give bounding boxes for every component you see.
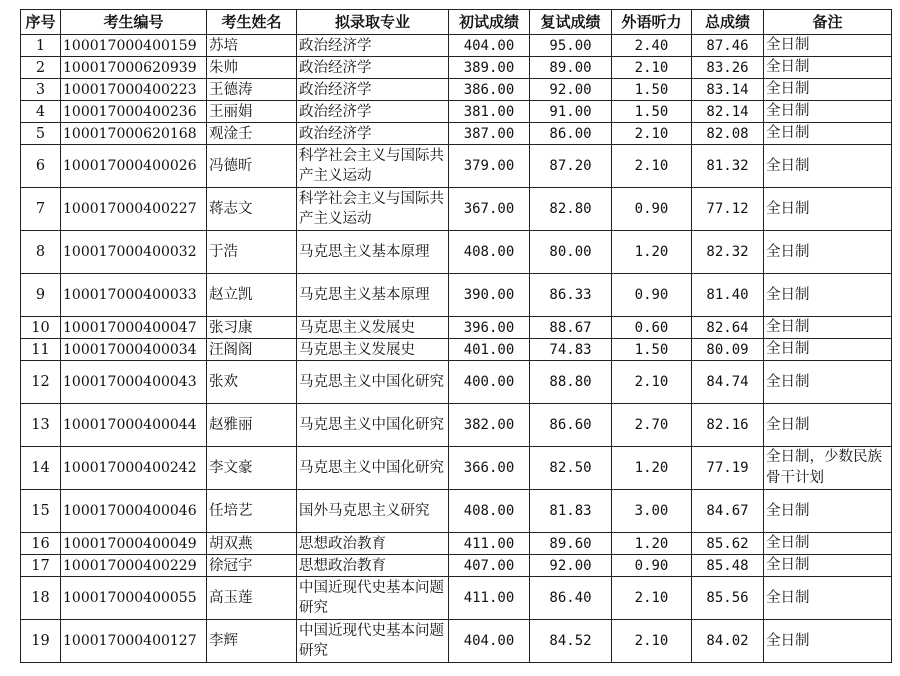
row-retest-score-cell: 82.50 bbox=[530, 447, 612, 490]
row-note-cell: 全日制 bbox=[764, 361, 892, 404]
row-listening-score-cell: 2.10 bbox=[612, 145, 692, 188]
row-total-score-cell: 83.26 bbox=[692, 57, 764, 79]
row-listening-score-cell: 1.50 bbox=[612, 339, 692, 361]
row-candidate-id-cell: 100017000400223 bbox=[61, 79, 207, 101]
row-candidate-id-cell: 100017000400032 bbox=[61, 231, 207, 274]
row-retest-score-cell: 86.40 bbox=[530, 577, 612, 620]
row-seq-cell: 9 bbox=[21, 274, 61, 317]
row-major-cell: 马克思主义中国化研究 bbox=[297, 404, 449, 447]
row-candidate-id-cell: 100017000400227 bbox=[61, 188, 207, 231]
row-major-cell: 国外马克思主义研究 bbox=[297, 490, 449, 533]
admission-list-sheet bbox=[20, 9, 891, 663]
table-row bbox=[21, 35, 892, 57]
row-prelim-score-cell: 382.00 bbox=[449, 404, 530, 447]
row-candidate-name-cell: 蒋志文 bbox=[207, 188, 297, 231]
row-candidate-id-cell: 100017000400229 bbox=[61, 555, 207, 577]
row-candidate-id-cell: 100017000400127 bbox=[61, 620, 207, 663]
row-note-cell: 全日制 bbox=[764, 57, 892, 79]
row-candidate-name-cell: 冯德昕 bbox=[207, 145, 297, 188]
header-candidate-name: 考生姓名 bbox=[207, 10, 297, 35]
row-total-score-cell: 82.14 bbox=[692, 101, 764, 123]
row-candidate-id-cell: 100017000400236 bbox=[61, 101, 207, 123]
header-listening-score: 外语听力 bbox=[612, 10, 692, 35]
row-prelim-score-cell: 387.00 bbox=[449, 123, 530, 145]
row-prelim-score-cell: 404.00 bbox=[449, 35, 530, 57]
row-listening-score-cell: 2.40 bbox=[612, 35, 692, 57]
row-note-cell: 全日制 bbox=[764, 555, 892, 577]
row-prelim-score-cell: 386.00 bbox=[449, 79, 530, 101]
table-row bbox=[21, 79, 892, 101]
row-candidate-id-cell: 100017000400049 bbox=[61, 533, 207, 555]
row-total-score-cell: 84.74 bbox=[692, 361, 764, 404]
row-listening-score-cell: 1.50 bbox=[612, 101, 692, 123]
header-candidate-id: 考生编号 bbox=[61, 10, 207, 35]
row-retest-score-cell: 86.00 bbox=[530, 123, 612, 145]
row-note-cell: 全日制 bbox=[764, 79, 892, 101]
row-prelim-score-cell: 401.00 bbox=[449, 339, 530, 361]
row-candidate-id-cell: 100017000400026 bbox=[61, 145, 207, 188]
table-row bbox=[21, 123, 892, 145]
row-retest-score-cell: 92.00 bbox=[530, 79, 612, 101]
row-total-score-cell: 80.09 bbox=[692, 339, 764, 361]
row-candidate-name-cell: 王丽娟 bbox=[207, 101, 297, 123]
row-major-cell: 马克思主义基本原理 bbox=[297, 231, 449, 274]
row-candidate-name-cell: 赵雅丽 bbox=[207, 404, 297, 447]
row-note-cell: 全日制 bbox=[764, 577, 892, 620]
row-candidate-name-cell: 李文豪 bbox=[207, 447, 297, 490]
row-listening-score-cell: 2.10 bbox=[612, 123, 692, 145]
row-major-cell: 马克思主义发展史 bbox=[297, 339, 449, 361]
row-seq-cell: 4 bbox=[21, 101, 61, 123]
row-note-cell: 全日制 bbox=[764, 145, 892, 188]
row-prelim-score-cell: 407.00 bbox=[449, 555, 530, 577]
row-seq-cell: 7 bbox=[21, 188, 61, 231]
row-prelim-score-cell: 396.00 bbox=[449, 317, 530, 339]
table-row bbox=[21, 339, 892, 361]
row-note-cell: 全日制 bbox=[764, 317, 892, 339]
table-row bbox=[21, 317, 892, 339]
row-listening-score-cell: 2.10 bbox=[612, 577, 692, 620]
row-seq-cell: 12 bbox=[21, 361, 61, 404]
row-note-cell: 全日制 bbox=[764, 404, 892, 447]
table-row bbox=[21, 447, 892, 490]
row-listening-score-cell: 2.70 bbox=[612, 404, 692, 447]
row-prelim-score-cell: 404.00 bbox=[449, 620, 530, 663]
row-retest-score-cell: 89.00 bbox=[530, 57, 612, 79]
row-major-cell: 思想政治教育 bbox=[297, 533, 449, 555]
row-candidate-name-cell: 苏培 bbox=[207, 35, 297, 57]
row-total-score-cell: 87.46 bbox=[692, 35, 764, 57]
row-seq-cell: 19 bbox=[21, 620, 61, 663]
row-candidate-name-cell: 张习康 bbox=[207, 317, 297, 339]
table-row bbox=[21, 274, 892, 317]
table-row bbox=[21, 101, 892, 123]
row-prelim-score-cell: 411.00 bbox=[449, 577, 530, 620]
row-note-cell: 全日制 bbox=[764, 123, 892, 145]
row-major-cell: 政治经济学 bbox=[297, 79, 449, 101]
row-listening-score-cell: 1.20 bbox=[612, 231, 692, 274]
row-major-cell: 中国近现代史基本问题研究 bbox=[297, 620, 449, 663]
row-major-cell: 科学社会主义与国际共产主义运动 bbox=[297, 145, 449, 188]
row-prelim-score-cell: 366.00 bbox=[449, 447, 530, 490]
table-row bbox=[21, 490, 892, 533]
row-candidate-name-cell: 汪阁阁 bbox=[207, 339, 297, 361]
row-note-cell: 全日制 bbox=[764, 188, 892, 231]
table-row bbox=[21, 577, 892, 620]
row-retest-score-cell: 80.00 bbox=[530, 231, 612, 274]
row-retest-score-cell: 92.00 bbox=[530, 555, 612, 577]
table-row bbox=[21, 404, 892, 447]
row-major-cell: 政治经济学 bbox=[297, 35, 449, 57]
row-candidate-name-cell: 张欢 bbox=[207, 361, 297, 404]
row-total-score-cell: 85.62 bbox=[692, 533, 764, 555]
header-seq: 序号 bbox=[21, 10, 61, 35]
row-candidate-id-cell: 100017000400055 bbox=[61, 577, 207, 620]
header-note: 备注 bbox=[764, 10, 892, 35]
row-seq-cell: 18 bbox=[21, 577, 61, 620]
row-prelim-score-cell: 379.00 bbox=[449, 145, 530, 188]
row-retest-score-cell: 95.00 bbox=[530, 35, 612, 57]
row-candidate-id-cell: 100017000400047 bbox=[61, 317, 207, 339]
row-note-cell: 全日制，少数民族骨干计划 bbox=[764, 447, 892, 490]
table-body bbox=[21, 35, 892, 663]
row-listening-score-cell: 1.50 bbox=[612, 79, 692, 101]
row-total-score-cell: 82.08 bbox=[692, 123, 764, 145]
row-prelim-score-cell: 367.00 bbox=[449, 188, 530, 231]
row-retest-score-cell: 88.67 bbox=[530, 317, 612, 339]
row-retest-score-cell: 87.20 bbox=[530, 145, 612, 188]
row-listening-score-cell: 0.60 bbox=[612, 317, 692, 339]
row-prelim-score-cell: 408.00 bbox=[449, 490, 530, 533]
table-row bbox=[21, 361, 892, 404]
row-total-score-cell: 84.67 bbox=[692, 490, 764, 533]
row-candidate-name-cell: 任培艺 bbox=[207, 490, 297, 533]
row-listening-score-cell: 1.20 bbox=[612, 447, 692, 490]
row-major-cell: 马克思主义发展史 bbox=[297, 317, 449, 339]
table-row bbox=[21, 231, 892, 274]
row-seq-cell: 8 bbox=[21, 231, 61, 274]
row-candidate-name-cell: 于浩 bbox=[207, 231, 297, 274]
row-note-cell: 全日制 bbox=[764, 533, 892, 555]
row-candidate-name-cell: 李辉 bbox=[207, 620, 297, 663]
row-prelim-score-cell: 389.00 bbox=[449, 57, 530, 79]
row-major-cell: 马克思主义基本原理 bbox=[297, 274, 449, 317]
row-total-score-cell: 82.64 bbox=[692, 317, 764, 339]
row-total-score-cell: 81.32 bbox=[692, 145, 764, 188]
row-candidate-name-cell: 王德涛 bbox=[207, 79, 297, 101]
row-total-score-cell: 83.14 bbox=[692, 79, 764, 101]
row-candidate-name-cell: 赵立凯 bbox=[207, 274, 297, 317]
row-candidate-id-cell: 100017000400242 bbox=[61, 447, 207, 490]
row-major-cell: 政治经济学 bbox=[297, 123, 449, 145]
header-major: 拟录取专业 bbox=[297, 10, 449, 35]
row-prelim-score-cell: 411.00 bbox=[449, 533, 530, 555]
row-note-cell: 全日制 bbox=[764, 339, 892, 361]
row-major-cell: 马克思主义中国化研究 bbox=[297, 361, 449, 404]
row-candidate-id-cell: 100017000400044 bbox=[61, 404, 207, 447]
row-listening-score-cell: 2.10 bbox=[612, 620, 692, 663]
table-row bbox=[21, 620, 892, 663]
row-listening-score-cell: 1.20 bbox=[612, 533, 692, 555]
row-prelim-score-cell: 408.00 bbox=[449, 231, 530, 274]
table-row bbox=[21, 57, 892, 79]
row-seq-cell: 17 bbox=[21, 555, 61, 577]
row-candidate-name-cell: 观淦壬 bbox=[207, 123, 297, 145]
row-listening-score-cell: 2.10 bbox=[612, 57, 692, 79]
row-retest-score-cell: 84.52 bbox=[530, 620, 612, 663]
row-candidate-id-cell: 100017000400034 bbox=[61, 339, 207, 361]
row-retest-score-cell: 88.80 bbox=[530, 361, 612, 404]
row-prelim-score-cell: 400.00 bbox=[449, 361, 530, 404]
row-seq-cell: 1 bbox=[21, 35, 61, 57]
row-candidate-name-cell: 朱帅 bbox=[207, 57, 297, 79]
row-total-score-cell: 77.19 bbox=[692, 447, 764, 490]
row-candidate-name-cell: 高玉莲 bbox=[207, 577, 297, 620]
table-row bbox=[21, 533, 892, 555]
row-candidate-id-cell: 100017000400159 bbox=[61, 35, 207, 57]
row-major-cell: 科学社会主义与国际共产主义运动 bbox=[297, 188, 449, 231]
row-candidate-id-cell: 100017000400033 bbox=[61, 274, 207, 317]
row-seq-cell: 5 bbox=[21, 123, 61, 145]
row-retest-score-cell: 81.83 bbox=[530, 490, 612, 533]
row-listening-score-cell: 0.90 bbox=[612, 188, 692, 231]
row-total-score-cell: 81.40 bbox=[692, 274, 764, 317]
row-seq-cell: 14 bbox=[21, 447, 61, 490]
row-seq-cell: 15 bbox=[21, 490, 61, 533]
table-row bbox=[21, 188, 892, 231]
row-candidate-id-cell: 100017000620168 bbox=[61, 123, 207, 145]
row-listening-score-cell: 0.90 bbox=[612, 274, 692, 317]
row-total-score-cell: 77.12 bbox=[692, 188, 764, 231]
row-listening-score-cell: 2.10 bbox=[612, 361, 692, 404]
row-retest-score-cell: 86.60 bbox=[530, 404, 612, 447]
row-major-cell: 中国近现代史基本问题研究 bbox=[297, 577, 449, 620]
row-seq-cell: 3 bbox=[21, 79, 61, 101]
row-note-cell: 全日制 bbox=[764, 490, 892, 533]
row-seq-cell: 10 bbox=[21, 317, 61, 339]
header-total-score: 总成绩 bbox=[692, 10, 764, 35]
row-note-cell: 全日制 bbox=[764, 620, 892, 663]
table-row bbox=[21, 555, 892, 577]
row-retest-score-cell: 82.80 bbox=[530, 188, 612, 231]
header-row bbox=[21, 10, 892, 35]
row-total-score-cell: 85.56 bbox=[692, 577, 764, 620]
row-major-cell: 思想政治教育 bbox=[297, 555, 449, 577]
row-candidate-name-cell: 胡双燕 bbox=[207, 533, 297, 555]
row-major-cell: 政治经济学 bbox=[297, 101, 449, 123]
row-major-cell: 马克思主义中国化研究 bbox=[297, 447, 449, 490]
row-note-cell: 全日制 bbox=[764, 274, 892, 317]
row-retest-score-cell: 91.00 bbox=[530, 101, 612, 123]
row-seq-cell: 13 bbox=[21, 404, 61, 447]
row-seq-cell: 11 bbox=[21, 339, 61, 361]
row-candidate-id-cell: 100017000620939 bbox=[61, 57, 207, 79]
admission-table bbox=[20, 9, 892, 663]
row-candidate-name-cell: 徐冠宇 bbox=[207, 555, 297, 577]
row-seq-cell: 2 bbox=[21, 57, 61, 79]
header-prelim-score: 初试成绩 bbox=[449, 10, 530, 35]
row-retest-score-cell: 86.33 bbox=[530, 274, 612, 317]
row-prelim-score-cell: 381.00 bbox=[449, 101, 530, 123]
row-seq-cell: 6 bbox=[21, 145, 61, 188]
table-row bbox=[21, 145, 892, 188]
row-candidate-id-cell: 100017000400043 bbox=[61, 361, 207, 404]
row-note-cell: 全日制 bbox=[764, 231, 892, 274]
row-seq-cell: 16 bbox=[21, 533, 61, 555]
row-total-score-cell: 84.02 bbox=[692, 620, 764, 663]
row-total-score-cell: 82.16 bbox=[692, 404, 764, 447]
row-listening-score-cell: 3.00 bbox=[612, 490, 692, 533]
row-retest-score-cell: 74.83 bbox=[530, 339, 612, 361]
row-note-cell: 全日制 bbox=[764, 35, 892, 57]
row-retest-score-cell: 89.60 bbox=[530, 533, 612, 555]
row-listening-score-cell: 0.90 bbox=[612, 555, 692, 577]
row-prelim-score-cell: 390.00 bbox=[449, 274, 530, 317]
header-retest-score: 复试成绩 bbox=[530, 10, 612, 35]
row-major-cell: 政治经济学 bbox=[297, 57, 449, 79]
row-total-score-cell: 85.48 bbox=[692, 555, 764, 577]
row-note-cell: 全日制 bbox=[764, 101, 892, 123]
row-total-score-cell: 82.32 bbox=[692, 231, 764, 274]
row-candidate-id-cell: 100017000400046 bbox=[61, 490, 207, 533]
